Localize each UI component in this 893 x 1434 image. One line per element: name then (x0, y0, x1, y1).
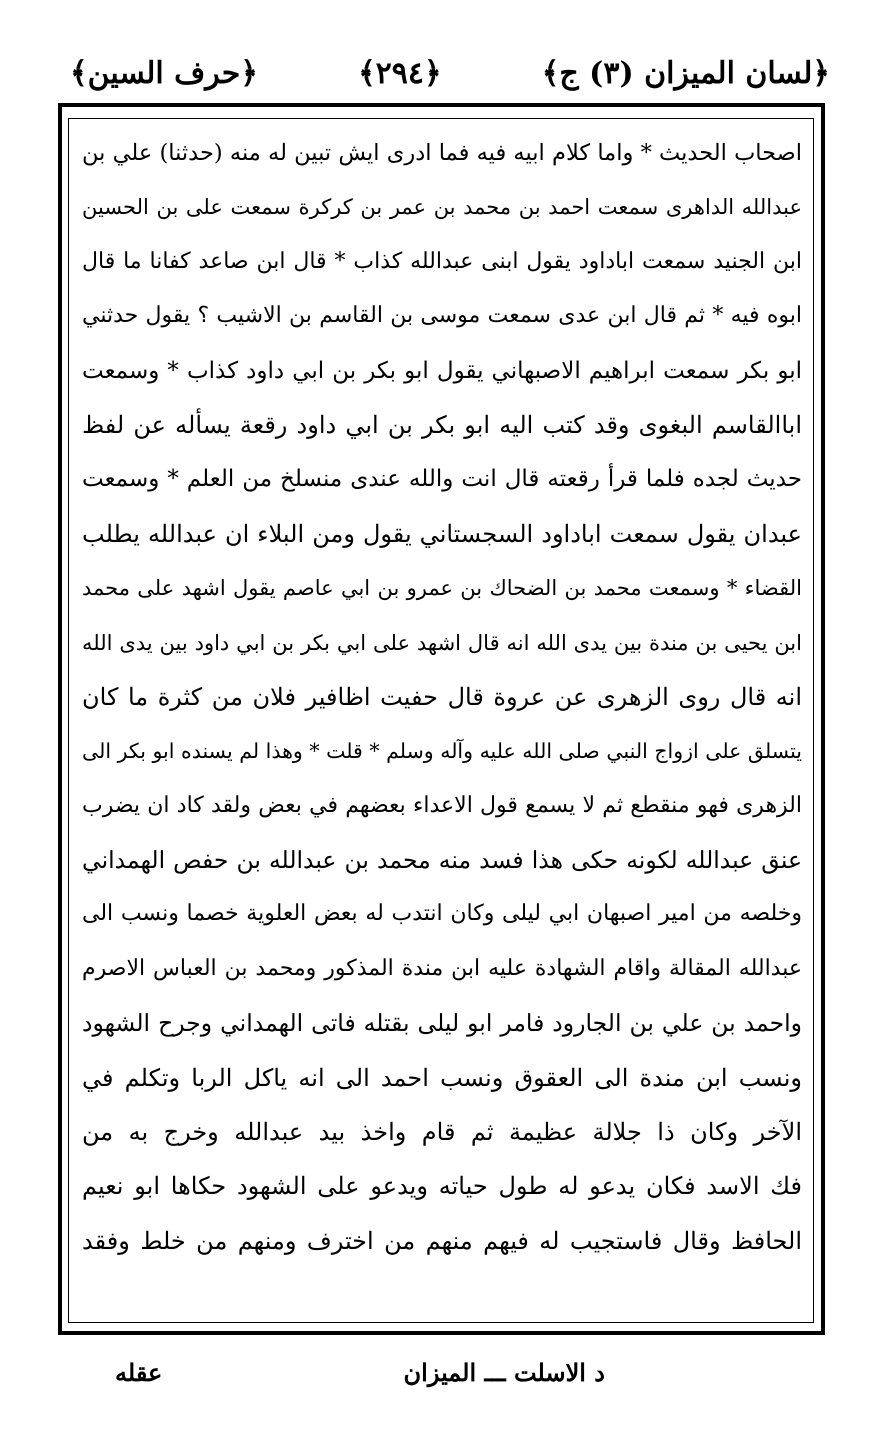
text-line: حديث لجده فلما قرأ رقعته قال انت والله عندى منسلخ من العلم * وسمعت (82, 466, 802, 493)
text-line: ابن يحيى بن مندة بين يدى الله انه قال اشهد على ابي بكر بن ابي داود بين يدى الله (82, 630, 802, 655)
text-line: ابن الجنيد سمعت اباداود يقول ابنى عبدالله كذاب * قال ابن صاعد كفانا ما قال (82, 248, 802, 274)
book-title: ﴿لسان الميزان (٣) ج﴾ (541, 55, 830, 91)
text-line: ونسب ابن مندة الى العقوق ونسب احمد الى انه ياكل الربا وتكلم في (82, 1063, 802, 1092)
catchword: عقله (115, 1357, 163, 1387)
page-number: ﴿٢٩٤﴾ (358, 55, 442, 91)
text-line: عنق عبدالله لكونه حكى هذا فسد منه محمد بن عبدالله بن حفص الهمداني (82, 846, 802, 875)
main-text (82, 126, 802, 1268)
text-line: وخلصه من امير اصبهان ابي ليلى وكان انتدب له بعض العلوية خصما ونسب الى (82, 901, 802, 927)
text-line: الآخر وكان ذا جلالة عظيمة ثم قام واخذ بيد عبدالله وخرج به من (82, 1118, 802, 1147)
text-line: عبدالله المقالة واقام الشهادة عليه ابن مندة المذكور ومحمد بن العباس الاصرم (82, 955, 802, 981)
text-line: عبدان يقول سمعت اباداود السجستاني يقول ومن البلاء ان عبدالله يطلب (82, 519, 802, 548)
running-header (70, 48, 830, 98)
chapter-title: ﴿حرف السين﴾ (70, 55, 258, 91)
text-line: يتسلق على ازواج النبي صلى الله عليه وآله وسلم * قلت * وهذا لم يسنده ابو بكر الى (82, 739, 802, 764)
footer-note: د الاسلت ـــ الميزان (403, 1357, 605, 1387)
text-line: واحمد بن علي بن الجارود فامر ابو ليلى بقتله فاتى الهمداني وجرح الشهود (82, 1009, 802, 1038)
text-line: عبدالله الداهرى سمعت احمد بن محمد بن عمر بن كركرة سمعت على بن الحسين (82, 195, 802, 220)
text-line: القضاء * وسمعت محمد بن الضحاك بن عمرو بن ابي عاصم يقول اشهد على محمد (82, 576, 802, 601)
text-line: اصحاب الحديث * واما كلام ابيه فيه فما ادرى ايش تبين له منه (حدثنا) علي بن (82, 140, 802, 166)
text-line: الحافظ وقال فاستجيب له فيهم منهم من اخترف ومنهم من خلط وفقد (82, 1226, 802, 1255)
text-line: فك الاسد فكان يدعو له طول حياته ويدعو على الشهود حكاها ابو نعيم (82, 1172, 802, 1201)
page-footer (115, 1352, 605, 1392)
text-line: انه قال روى الزهرى عن عروة قال حفيت اظافير فلان من كثرة ما كان (82, 682, 802, 711)
text-line: ابو بكر سمعت ابراهيم الاصبهاني يقول ابو بكر بن ابي داود كذاب * وسمعت (82, 357, 802, 384)
text-line: ابوه فيه * ثم قال ابن عدى سمعت موسى بن القاسم بن الاشيب ؟ يقول حدثني (82, 303, 802, 329)
text-line: الزهرى فهو منقطع ثم لا يسمع قول الاعداء بعضهم في بعض ولقد كاد ان يضرب (82, 792, 802, 818)
text-line: اباالقاسم البغوى وقد كتب اليه ابو بكر بن ابي داود رقعة يسأله عن لفظ (82, 410, 802, 439)
